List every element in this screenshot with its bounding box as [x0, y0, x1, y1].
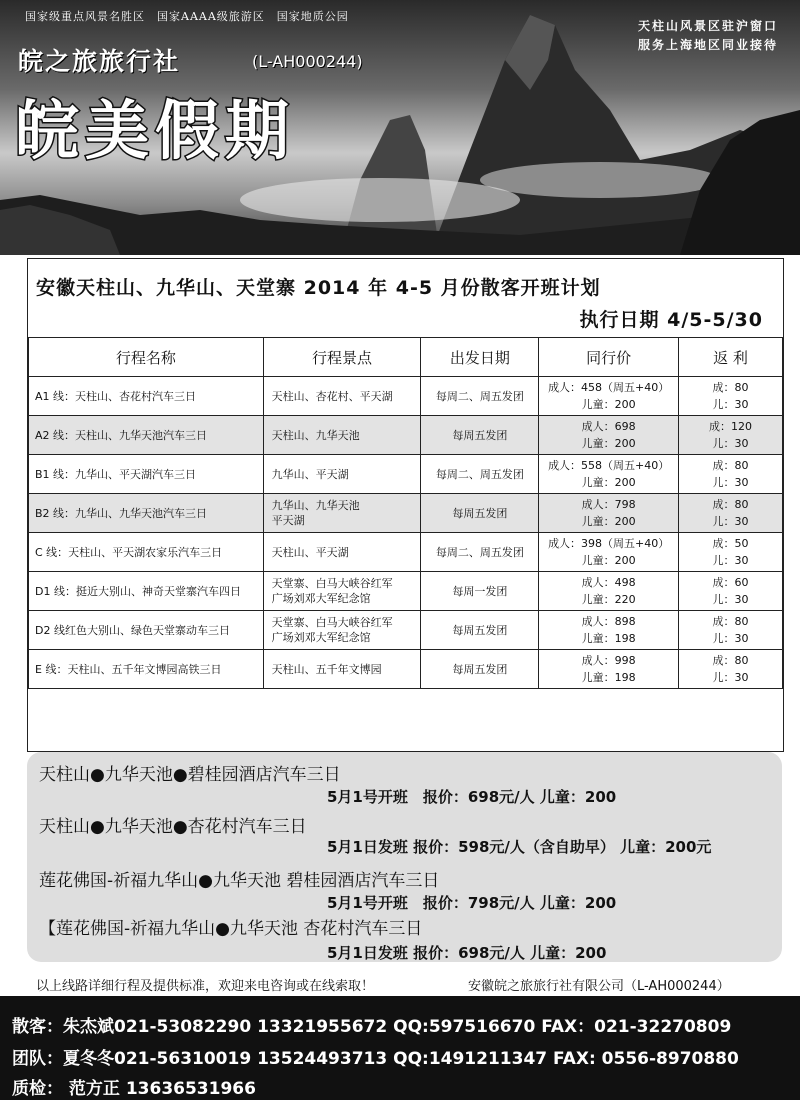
adult-price: 成人：458（周五+40） [548, 381, 670, 394]
trade-price [539, 611, 679, 650]
footnote: 以上线路详细行程及提供标准，欢迎来电咨询或在线索取！ [36, 979, 375, 994]
tour-plan-table [28, 337, 783, 689]
adult-rebate: 成：80 [712, 381, 749, 394]
banner-big-title: 皖美假期 [15, 95, 295, 169]
departure-date: 每周五发团 [421, 650, 539, 689]
special-offer-title: 天柱山●九华天池●碧桂园酒店汽车三日 [39, 765, 341, 785]
child-price: 儿童：200 [581, 554, 636, 567]
adult-price: 成人：698 [581, 420, 636, 433]
spots-line: 天堂寨、白马大峡谷红军 [271, 616, 393, 629]
table-row [29, 416, 783, 455]
special-offers-panel [27, 752, 782, 962]
rebate [679, 572, 783, 611]
route-spots [263, 377, 421, 416]
route-name: D1 线：挺近大别山、神奇天堂寨汽车四日 [29, 572, 264, 611]
company-name: 安徽皖之旅旅行社有限公司（L-AH000244） [468, 979, 730, 994]
route-spots [263, 611, 421, 650]
departure-date: 每周五发团 [421, 494, 539, 533]
adult-price: 成人：398（周五+40） [548, 537, 670, 550]
contact-quality: 质检： 范方正 13636531966 [12, 1079, 256, 1099]
rebate [679, 416, 783, 455]
child-rebate: 儿：30 [712, 515, 749, 528]
special-offer-detail: 5月1日发班 报价：598元/人（含自助早） 儿童：200元 [327, 838, 712, 856]
contact-bar [0, 996, 800, 1100]
banner-top-note: 国家级重点风景名胜区 国家AAAA级旅游区 国家地质公园 [25, 10, 349, 23]
contact-individual: 散客：朱杰斌021-53082290 13321955672 QQ:597516670 FAX：021-32270809 [12, 1017, 732, 1037]
header-price: 同行价 [539, 338, 679, 377]
adult-rebate: 成：80 [712, 498, 749, 511]
trade-price [539, 377, 679, 416]
child-rebate: 儿：30 [712, 632, 749, 645]
child-rebate: 儿：30 [712, 476, 749, 489]
special-offer-title: 【莲花佛国-祈福九华山●九华天池 杏花村汽车三日 [39, 919, 423, 939]
departure-date: 每周一发团 [421, 572, 539, 611]
departure-date: 每周二、周五发团 [421, 533, 539, 572]
child-rebate: 儿：30 [712, 554, 749, 567]
trade-price [539, 572, 679, 611]
child-rebate: 儿：30 [712, 593, 749, 606]
rebate [679, 611, 783, 650]
spots-line: 天柱山、九华天池 [271, 428, 360, 442]
trade-price [539, 416, 679, 455]
adult-rebate: 成：80 [712, 654, 749, 667]
banner-corner-note [638, 17, 778, 55]
spots-line: 天柱山、五千年文博园 [271, 662, 382, 676]
agency-name: 皖之旅旅行社 [18, 47, 181, 76]
table-row [29, 572, 783, 611]
spots-line: 天柱山、杏花村、平天湖 [271, 389, 393, 403]
table-row [29, 650, 783, 689]
route-spots [263, 494, 421, 533]
agency-license: (L-AH000244) [252, 52, 363, 71]
route-name: A1 线：天柱山、杏花村汽车三日 [29, 377, 264, 416]
header-departure: 出发日期 [421, 338, 539, 377]
route-spots [263, 650, 421, 689]
adult-rebate: 成：80 [712, 615, 749, 628]
plan-date: 执行日期 4/5-5/30 [579, 309, 763, 331]
adult-rebate: 成：60 [712, 576, 749, 589]
rebate [679, 455, 783, 494]
table-row [29, 377, 783, 416]
special-offer-detail: 5月1号开班 报价：698元/人 儿童：200 [327, 788, 617, 806]
route-name: B1 线：九华山、平天湖汽车三日 [29, 455, 264, 494]
route-name: A2 线：天柱山、九华天池汽车三日 [29, 416, 264, 455]
route-name: B2 线：九华山、九华天池汽车三日 [29, 494, 264, 533]
departure-date: 每周五发团 [421, 611, 539, 650]
special-offer-detail: 5月1日发班 报价：698元/人 儿童：200 [327, 944, 607, 962]
rebate [679, 533, 783, 572]
plan-title: 安徽天柱山、九华山、天堂寨 2014 年 4-5 月份散客开班计划 [36, 277, 601, 299]
adult-price: 成人：798 [581, 498, 636, 511]
spots-line: 天柱山、平天湖 [271, 545, 349, 559]
route-name: C 线：天柱山、平天湖农家乐汽车三日 [29, 533, 264, 572]
child-rebate: 儿：30 [712, 437, 749, 450]
corner-note-line2: 服务上海地区同业接待 [637, 38, 778, 52]
adult-rebate: 成：120 [709, 420, 753, 433]
child-price: 儿童：198 [581, 632, 636, 645]
table-row [29, 455, 783, 494]
route-spots [263, 416, 421, 455]
route-name: E 线：天柱山、五千年文博园高铁三日 [29, 650, 264, 689]
table-header-row [29, 338, 783, 377]
trade-price [539, 533, 679, 572]
header-route-name: 行程名称 [29, 338, 264, 377]
adult-rebate: 成：50 [712, 537, 749, 550]
special-offer-title: 莲花佛国-祈福九华山●九华天池 碧桂园酒店汽车三日 [39, 871, 440, 891]
child-rebate: 儿：30 [712, 671, 749, 684]
contact-group: 团队：夏冬冬021-56310019 13524493713 QQ:1491211347 FAX: 0556-8970880 [12, 1049, 739, 1069]
adult-rebate: 成：80 [712, 459, 749, 472]
rebate [679, 650, 783, 689]
child-price: 儿童：220 [581, 593, 636, 606]
adult-price: 成人：998 [581, 654, 636, 667]
route-spots [263, 533, 421, 572]
departure-date: 每周五发团 [421, 416, 539, 455]
table-row [29, 611, 783, 650]
tour-plan-box [27, 258, 784, 752]
trade-price [539, 494, 679, 533]
adult-price: 成人：898 [581, 615, 636, 628]
adult-price: 成人：498 [581, 576, 636, 589]
departure-date: 每周二、周五发团 [421, 377, 539, 416]
route-name: D2 线红色大别山、绿色天堂寨动车三日 [29, 611, 264, 650]
spots-line: 九华山、九华天池 [271, 499, 360, 512]
route-spots [263, 572, 421, 611]
child-rebate: 儿：30 [712, 398, 749, 411]
corner-note-line1: 天柱山风景区驻沪窗口 [637, 19, 778, 33]
trade-price [539, 650, 679, 689]
adult-price: 成人：558（周五+40） [548, 459, 670, 472]
special-offer-title: 天柱山●九华天池●杏花村汽车三日 [39, 817, 307, 837]
header-spots: 行程景点 [263, 338, 421, 377]
child-price: 儿童：200 [581, 476, 636, 489]
header-banner [0, 0, 800, 255]
spots-line: 九华山、平天湖 [271, 467, 349, 481]
route-spots [263, 455, 421, 494]
child-price: 儿童：200 [581, 515, 636, 528]
child-price: 儿童：200 [581, 437, 636, 450]
child-price: 儿童：198 [581, 671, 636, 684]
table-row [29, 494, 783, 533]
departure-date: 每周二、周五发团 [421, 455, 539, 494]
header-rebate: 返 利 [679, 338, 783, 377]
spots-line: 天堂寨、白马大峡谷红军 [271, 577, 393, 590]
rebate [679, 494, 783, 533]
rebate [679, 377, 783, 416]
special-offer-detail: 5月1号开班 报价：798元/人 儿童：200 [327, 894, 617, 912]
trade-price [539, 455, 679, 494]
spots-line: 平天湖 [271, 514, 305, 527]
table-row [29, 533, 783, 572]
spots-line: 广场刘邓大军纪念馆 [271, 592, 371, 605]
child-price: 儿童：200 [581, 398, 636, 411]
spots-line: 广场刘邓大军纪念馆 [271, 631, 371, 644]
